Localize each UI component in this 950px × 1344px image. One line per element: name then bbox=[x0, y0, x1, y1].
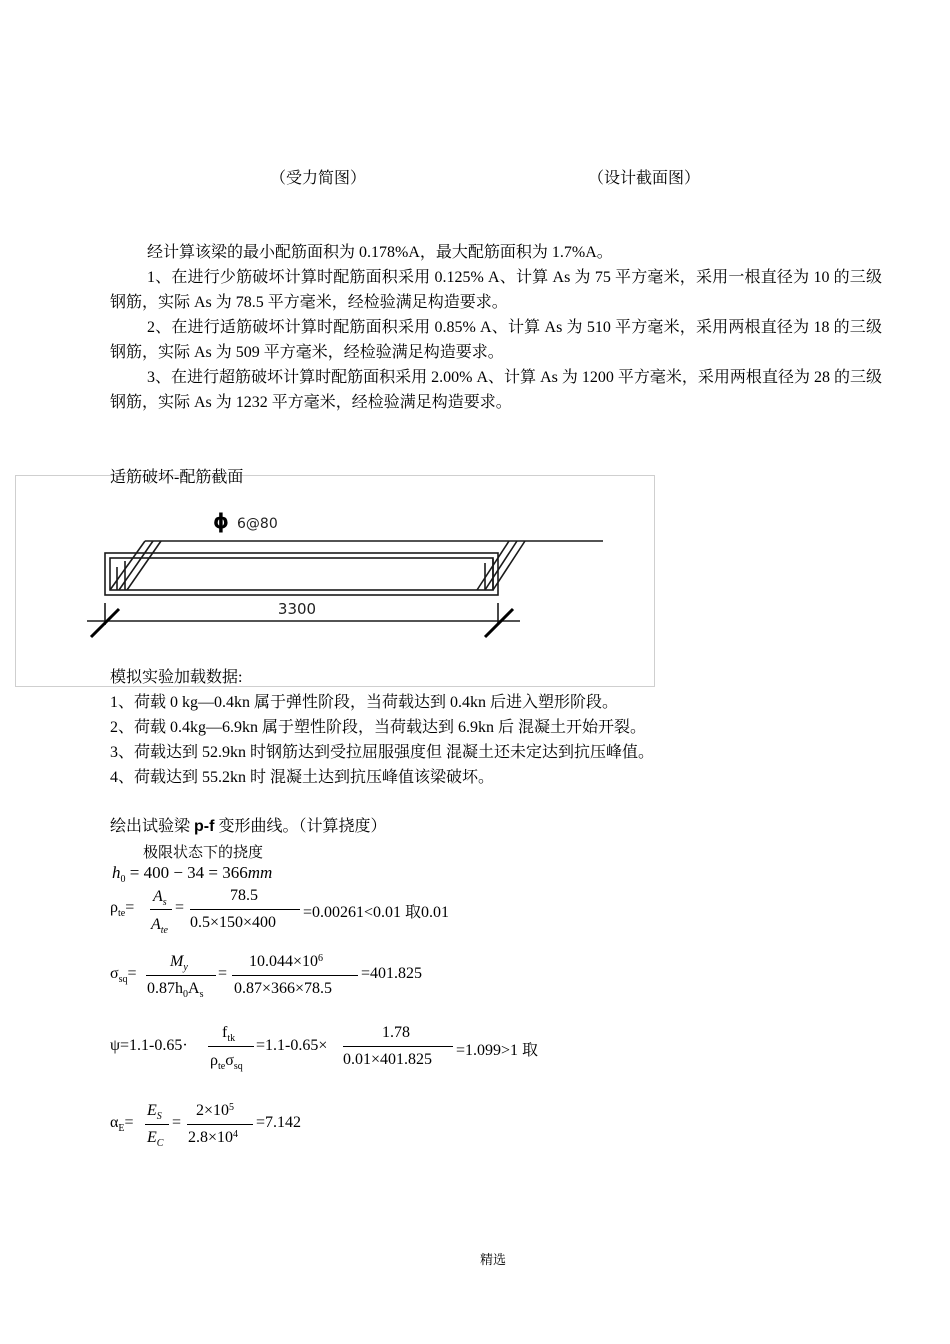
caption-section-diagram: （设计截面图） bbox=[588, 170, 701, 187]
stirrup-left-1 bbox=[110, 541, 145, 590]
loading-item: 1、荷载 0 kg—0.4kn 属于弹性阶段，当荷载达到 0.4kn 后进入塑形阶段。 bbox=[110, 694, 619, 711]
summary-paragraph-0: 经计算该梁的最小配筋面积为 0.178%A，最大配筋面积为 1.7%A。 bbox=[147, 244, 613, 261]
loading-item: 3、荷载达到 52.9kn 时钢筋达到受拉屈服强度但 混凝土还未定达到抗压峰值。 bbox=[110, 744, 655, 761]
dimension-slash-right bbox=[485, 609, 513, 637]
stirrup-label: 6@80 bbox=[237, 516, 278, 532]
summary-paragraph-3: 3、在进行超筋破坏计算时配筋面积采用 2.00% A、计算 As 为 1200 平方毫米，采用两根直径为 28 的三级钢筋，实际 As 为 1232 平方毫米，经检验满足构造要求。 bbox=[110, 369, 882, 411]
stirrup-left-3 bbox=[127, 541, 161, 590]
loading-title: 模拟实验加载数据: bbox=[110, 669, 243, 686]
stirrup-symbol: ϕ bbox=[213, 509, 229, 533]
h0-equation: $h_0 = 400 - 34 = 366mm$ bbox=[112, 863, 273, 885]
caption-force-diagram: （受力简图） bbox=[270, 170, 367, 187]
beam-outline bbox=[105, 553, 498, 595]
loading-item: 2、荷载 0.4kg—6.9kn 属于塑性阶段，当荷载达到 6.9kn 后 混凝土开始开裂。 bbox=[110, 719, 647, 736]
loading-item: 4、荷载达到 55.2kn 时 混凝土达到抗压峰值该梁破坏。 bbox=[110, 769, 495, 786]
summary-paragraph-1: 1、在进行少筋破坏计算时配筋面积采用 0.125% A、计算 As 为 75 平方毫米，采用一根直径为 10 的三级钢筋，实际 As 为 78.5 平方毫米，经检验满足构造要求。 bbox=[110, 269, 882, 311]
beam-inner-outline bbox=[110, 558, 493, 590]
calc-subtitle: 极限状态下的挠度 bbox=[143, 845, 264, 861]
footer-label: 精选 bbox=[480, 1252, 507, 1267]
summary-paragraph-2: 2、在进行适筋破坏计算时配筋面积采用 0.85% A、计算 As 为 510 平方毫米，采用两根直径为 18 的三级钢筋，实际 As 为 509 平方毫米，经检验满足构造要求。 bbox=[110, 319, 882, 361]
span-label: 3300 bbox=[277, 600, 317, 618]
pf-instruction: 绘出试验梁 p-f 变形曲线。（计算挠度） bbox=[110, 818, 387, 835]
stirrup-right-2 bbox=[485, 541, 517, 590]
beam-reinforcement-drawing bbox=[15, 475, 655, 687]
figure-title: 适筋破坏-配筋截面 bbox=[110, 469, 244, 486]
stirrup-left-2 bbox=[119, 541, 153, 590]
